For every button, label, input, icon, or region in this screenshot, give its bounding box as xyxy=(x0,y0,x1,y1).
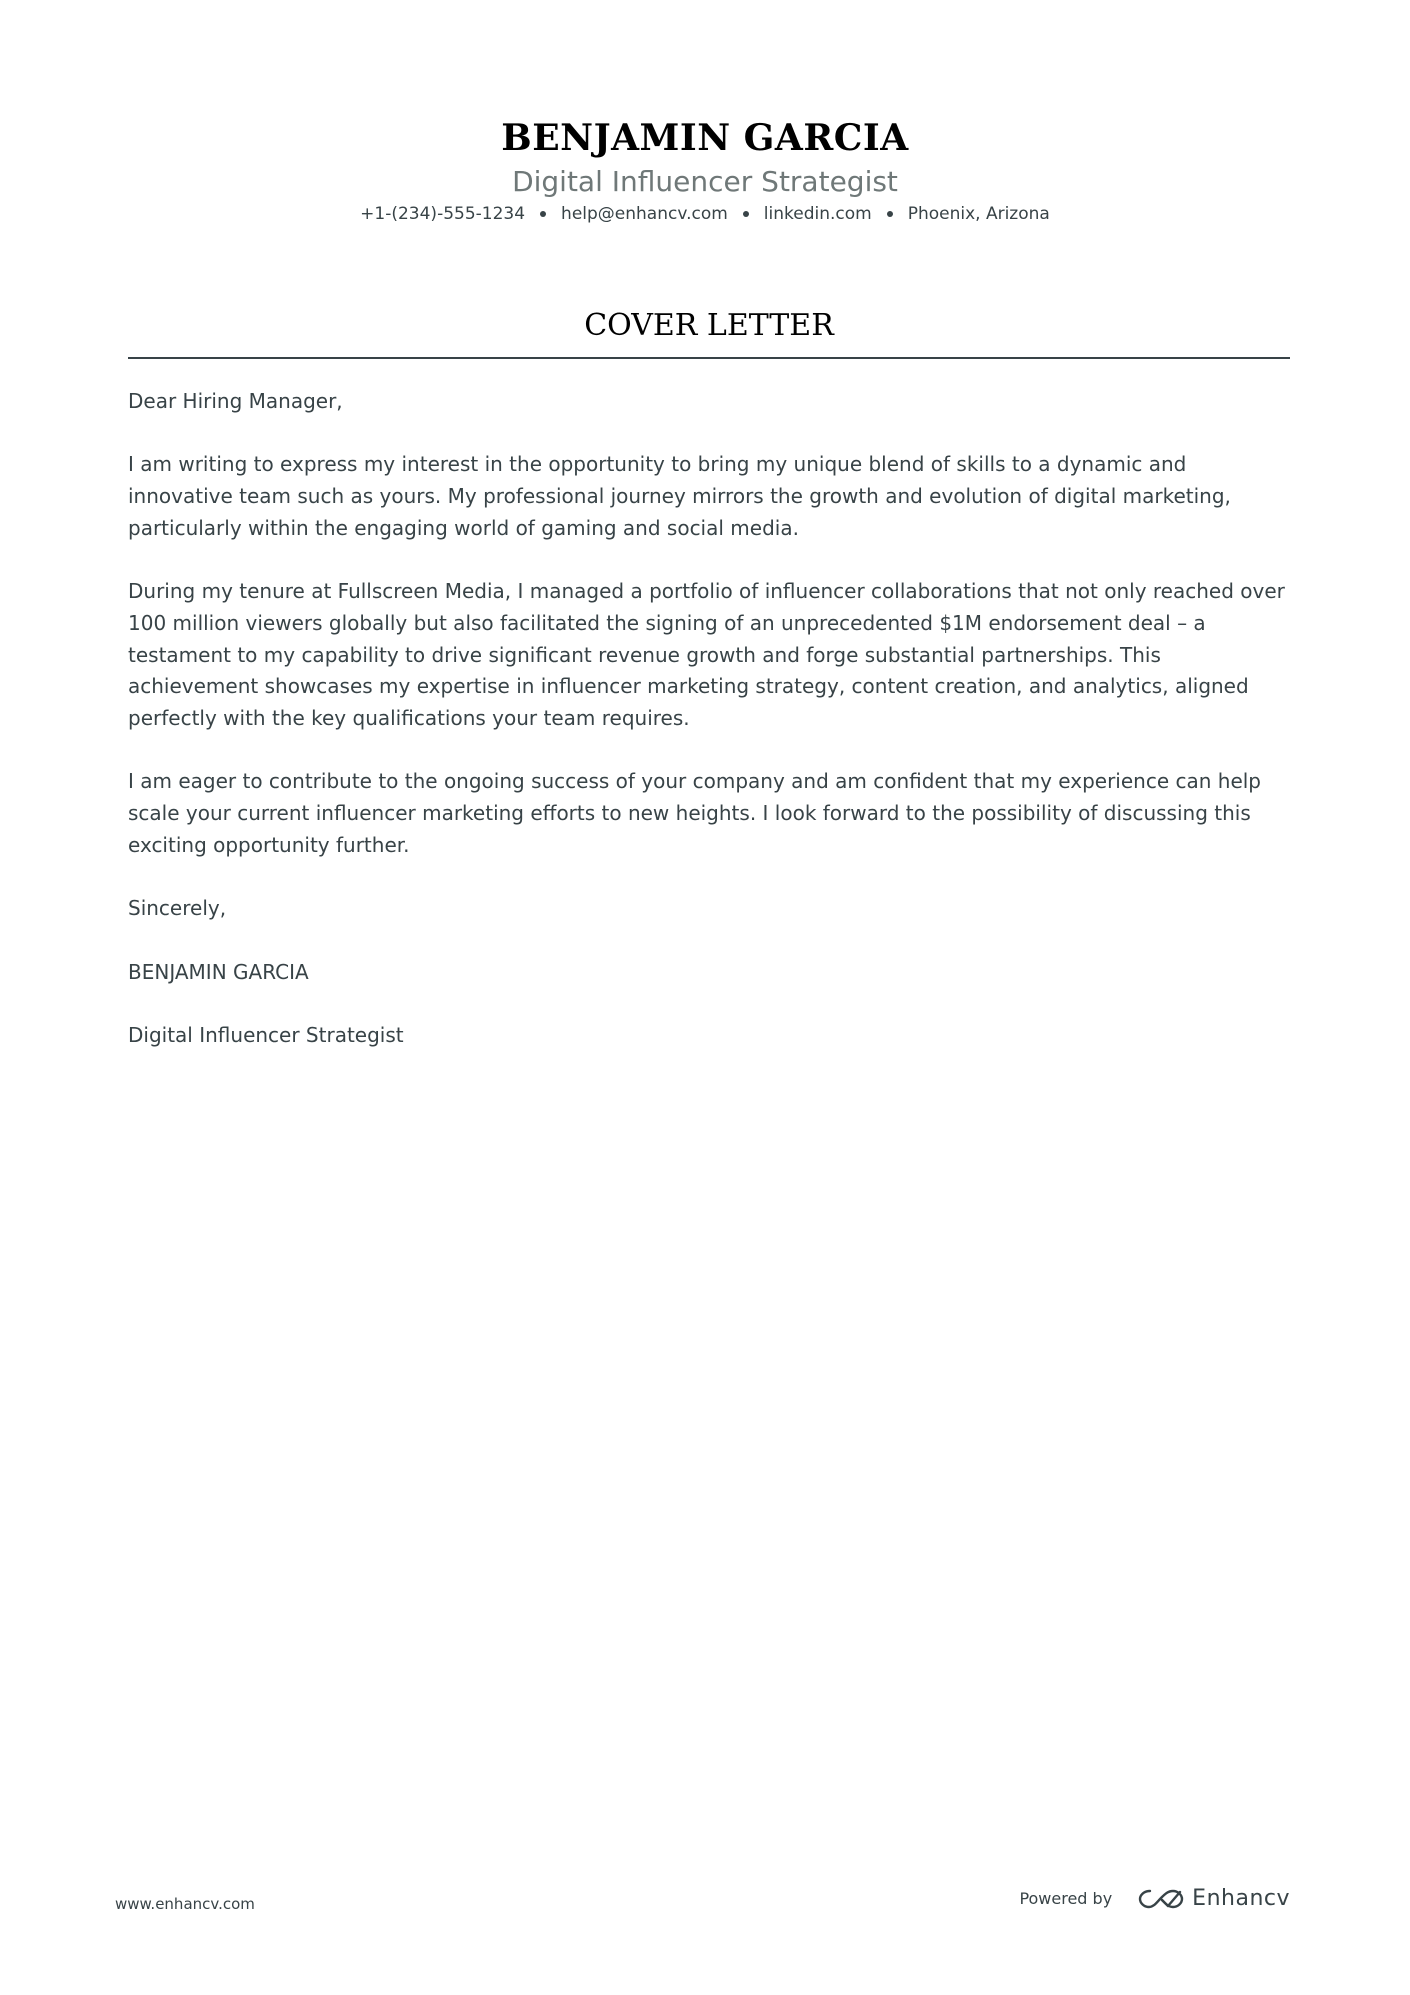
signature-title: Digital Influencer Strategist xyxy=(128,1022,404,1047)
contact-line xyxy=(0,202,1410,226)
paragraph-1: I am writing to express my interest in the opportunity to bring my unique blend of skills to a dynamic and innovative team such as yours. My professional journey mirrors the growth and evolution of digital marketing, particularly within the engaging world of gaming and social media. xyxy=(128,452,1231,540)
letter-body xyxy=(128,386,1294,1083)
bullet-separator xyxy=(887,211,893,217)
signature-name: BENJAMIN GARCIA xyxy=(128,959,309,984)
footer-website[interactable]: www.enhancv.com xyxy=(115,1895,255,1913)
brand-name: Enhancv xyxy=(1192,1886,1290,1911)
bullet-separator xyxy=(743,211,749,217)
salutation: Dear Hiring Manager, xyxy=(128,389,343,413)
brand-logo[interactable] xyxy=(1138,1886,1290,1911)
applicant-name: BENJAMIN GARCIA xyxy=(501,117,909,159)
header xyxy=(0,112,1410,226)
powered-by-label: Powered by xyxy=(1019,1889,1113,1908)
location: Phoenix, Arizona xyxy=(907,204,1050,224)
bullet-separator xyxy=(540,211,546,217)
section-divider xyxy=(128,357,1290,359)
linkedin[interactable]: linkedin.com xyxy=(763,204,872,224)
closing: Sincerely, xyxy=(128,896,227,921)
footer-branding xyxy=(1019,1886,1290,1911)
paragraph-2: During my tenure at Fullscreen Media, I managed a portfolio of influencer collaborations that not only reached over 100 million viewers globally but also facilitated the signing of an unprecedented $1M endorsement deal – a testament to my capability to drive significant revenue growth and forge substantial partnerships. This achievement showcases my expertise in influencer marketing strategy, content creation, and analytics, aligned perfectly with the key qualifications your team requires. xyxy=(128,579,1285,730)
paragraph-3: I am eager to contribute to the ongoing success of your company and am confident that my experience can help scale your current influencer marketing efforts to new heights. I look forward to the possibility of discussing this exciting opportunity further. xyxy=(128,769,1261,857)
applicant-role: Digital Influencer Strategist xyxy=(512,165,898,198)
email[interactable]: help@enhancv.com xyxy=(561,204,728,224)
section-title: COVER LETTER xyxy=(584,308,834,343)
enhancv-logo-icon xyxy=(1138,1887,1184,1911)
phone: +1-(234)-555-1234 xyxy=(360,204,526,224)
